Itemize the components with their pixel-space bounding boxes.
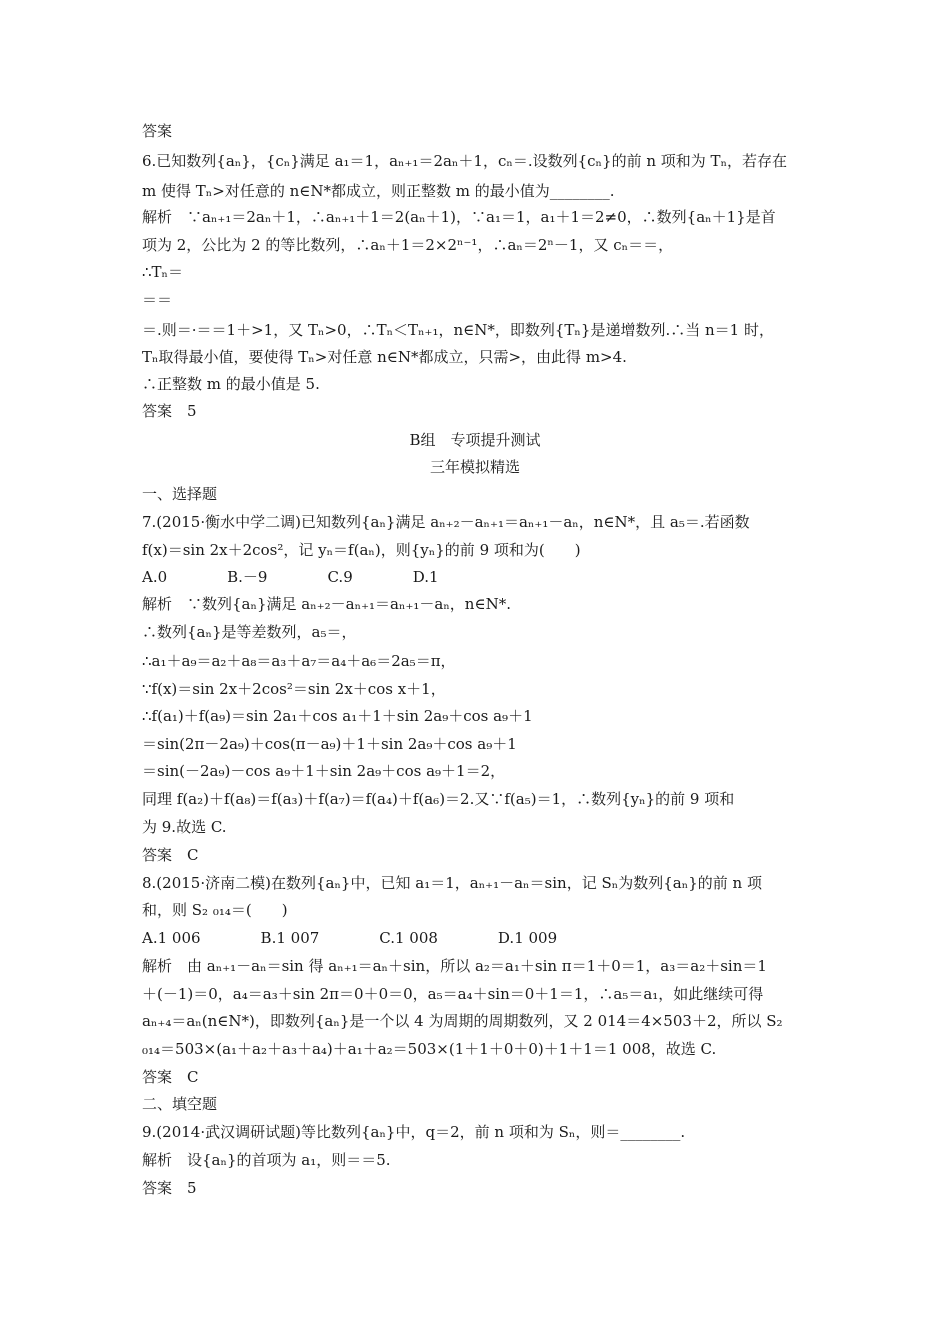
solution-7-line: ＝sin(－2a₉)－cos a₉＋1＋sin 2a₉＋cos a₉＋1＝2，: [142, 762, 506, 780]
part-heading: 一、选择题: [142, 485, 218, 503]
problem-6-stem: m 使得 Tₙ>对任意的 n∈N*都成立，则正整数 m 的最小值为________.: [142, 182, 615, 200]
solution-7-line: ∴数列{aₙ}是等差数列，a₅＝，: [142, 623, 357, 641]
solution-9-line: 解析 设{aₙ}的首项为 a₁，则＝＝5.: [142, 1151, 391, 1169]
solution-6-line: ∴Tₙ＝: [142, 263, 184, 281]
answer-label-6: 答案: [142, 122, 173, 140]
problem-7-stem: 7.(2015·衡水中学二调)已知数列{aₙ}满足 aₙ₊₂－aₙ₊₁＝aₙ₊₁－aₙ，n∈N*，且 a₅＝.若函数: [142, 513, 750, 531]
solution-7-line: ＝sin(2π－2a₉)＋cos(π－a₉)＋1＋sin 2a₉＋cos a₉＋1: [142, 735, 517, 753]
solution-6-line: Tₙ取得最小值，要使得 Tₙ>对任意 n∈N*都成立，只需>，由此得 m>4.: [142, 348, 627, 366]
solution-7-line: 解析 ∵数列{aₙ}满足 aₙ₊₂－aₙ₊₁＝aₙ₊₁－aₙ，n∈N*.: [142, 595, 511, 613]
solution-6-line: ＝.则＝·＝＝1＋>1，又 Tₙ>0，∴Tₙ＜Tₙ₊₁，n∈N*，即数列{Tₙ}是递增数列.∴当 n＝1 时，: [142, 321, 774, 339]
answer-8: 答案 C: [142, 1068, 199, 1086]
solution-6-line: ＝＝: [142, 291, 173, 309]
solution-6-line: ∴正整数 m 的最小值是 5.: [142, 375, 320, 393]
problem-6-stem: 6.已知数列{aₙ}，{cₙ}满足 a₁＝1，aₙ₊₁＝2aₙ＋1，cₙ＝.设数列{cₙ}的前 n 项和为 Tₙ，若存在: [142, 152, 788, 170]
solution-8-line: 解析 由 aₙ₊₁－aₙ＝sin 得 aₙ₊₁＝aₙ＋sin，所以 a₂＝a₁＋sin π＝1＋0＝1，a₃＝a₂＋sin＝1: [142, 957, 767, 975]
part-heading: 二、填空题: [142, 1095, 218, 1113]
solution-7-line: ∴a₁＋a₉＝a₂＋a₈＝a₃＋a₇＝a₄＋a₆＝2a₅＝π，: [142, 652, 456, 670]
problem-8-options: A.1 006 B.1 007 C.1 008 D.1 009: [142, 929, 558, 947]
solution-6-line: 解析 ∵aₙ₊₁＝2aₙ＋1，∴aₙ₊₁＋1＝2(aₙ＋1)，∵a₁＝1，a₁＋1＝2≠0，∴数列{aₙ＋1}是首: [142, 208, 776, 226]
solution-7-line: 为 9.故选 C.: [142, 818, 227, 836]
section-subheading: 三年模拟精选: [429, 458, 520, 476]
problem-9-stem: 9.(2014·武汉调研试题)等比数列{aₙ}中，q＝2，前 n 项和为 Sₙ，则＝________.: [142, 1123, 686, 1141]
solution-7-line: ∵f(x)＝sin 2x＋2cos²＝sin 2x＋cos x＋1，: [142, 680, 446, 698]
answer-7: 答案 C: [142, 846, 199, 864]
solution-8-line: ＋(－1)＝0，a₄＝a₃＋sin 2π＝0＋0＝0，a₅＝a₄＋sin＝0＋1＝1，∴a₅＝a₁，如此继续可得: [142, 985, 764, 1003]
section-heading: B组 专项提升测试: [409, 431, 541, 449]
problem-7-options: A.0 B.－9 C.9 D.1: [142, 568, 439, 586]
problem-8-stem: 和，则 S₂ ₀₁₄＝( ): [142, 901, 288, 919]
solution-7-line: 同理 f(a₂)＋f(a₈)＝f(a₃)＋f(a₇)＝f(a₄)＋f(a₆)＝2.又∵f(a₅)＝1，∴数列{yₙ}的前 9 项和: [142, 790, 735, 808]
solution-8-line: ₀₁₄＝503×(a₁＋a₂＋a₃＋a₄)＋a₁＋a₂＝503×(1＋1＋0＋0)＋1＋1＝1 008，故选 C.: [142, 1040, 717, 1058]
problem-7-stem: f(x)＝sin 2x＋2cos²，记 yₙ＝f(aₙ)，则{yₙ}的前 9 项和为( ): [142, 541, 581, 559]
solution-6-line: 项为 2，公比为 2 的等比数列，∴aₙ＋1＝2×2ⁿ⁻¹，∴aₙ＝2ⁿ－1，又 cₙ＝＝，: [142, 236, 674, 254]
solution-7-line: ∴f(a₁)＋f(a₉)＝sin 2a₁＋cos a₁＋1＋sin 2a₉＋cos a₉＋1: [142, 707, 533, 725]
answer-9: 答案 5: [142, 1179, 197, 1197]
problem-8-stem: 8.(2015·济南二模)在数列{aₙ}中，已知 a₁＝1，aₙ₊₁－aₙ＝sin，记 Sₙ为数列{aₙ}的前 n 项: [142, 874, 762, 892]
answer-6: 答案 5: [142, 402, 197, 420]
solution-8-line: aₙ₊₄＝aₙ(n∈N*)，即数列{aₙ}是一个以 4 为周期的周期数列，又 2 014＝4×503＋2，所以 S₂: [142, 1012, 783, 1030]
